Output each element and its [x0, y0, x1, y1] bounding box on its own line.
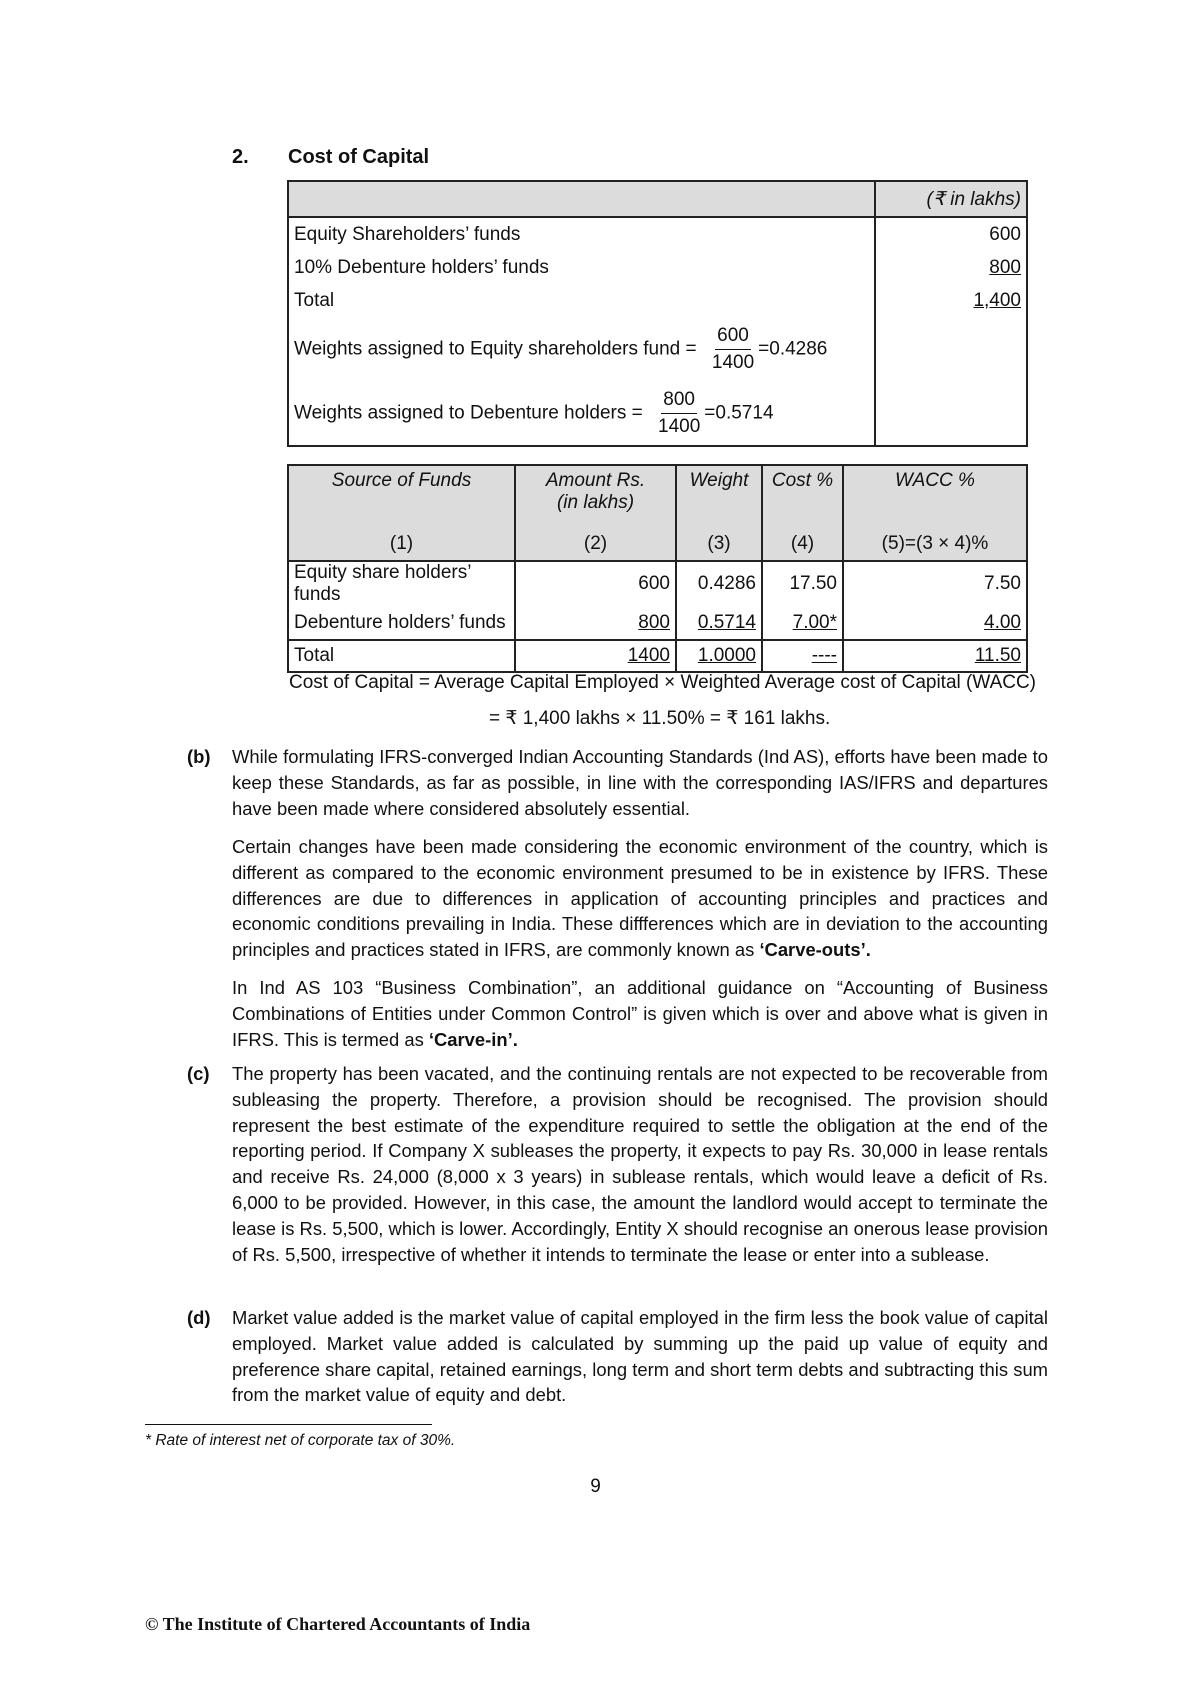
- column-number: (4): [762, 528, 843, 561]
- header-cost: Cost %: [762, 465, 843, 528]
- cost-cell: 7.00*: [792, 611, 837, 633]
- section-title: Cost of Capital: [288, 146, 430, 168]
- funds-row-label: Total: [288, 284, 875, 317]
- table-row: [288, 640, 1027, 672]
- column-number: (1): [288, 528, 515, 561]
- denominator: 1400: [711, 351, 755, 373]
- source-cell: Total: [288, 640, 515, 672]
- weight-cell: 0.5714: [697, 611, 756, 633]
- weight-label: Weights assigned to Equity shareholders fund =: [294, 338, 697, 360]
- weight-cell: 1.0000: [697, 645, 756, 666]
- para-c: The property has been vacated, and the continuing rentals are not expected to be recoverable from subleasing the property. Therefore, a provision should be recognised. The provision should represent the best estimate of the expenditure required to settle the obligation at the end of the reporting period. If Company X subleases the property, it expects to pay Rs. 30,000 in lease rentals and receive Rs. 24,000 (8,000 x 3 years) in sublease rentals, which would leave a deficit of Rs. 6,000 to be provided. However, in this case, the amount the landlord would accept to terminate the lease is Rs. 5,500, which is lower. Accordingly, Entity X should recognise an onerous lease provision of Rs. 5,500, irrespective of whether it intends to terminate the lease or enter into a sublease.: [232, 1063, 1048, 1265]
- page-number: 9: [590, 1476, 601, 1497]
- carve-in-term: ‘Carve-in’.: [428, 1028, 518, 1050]
- header-weight: Weight: [676, 465, 762, 528]
- wacc-cell: 7.50: [843, 561, 1027, 606]
- column-number: (2): [515, 528, 676, 561]
- wacc-cell: 4.00: [984, 611, 1021, 633]
- section-number: 2.: [232, 146, 249, 168]
- cost-cell: 17.50: [762, 561, 843, 606]
- amount-cell: 600: [515, 561, 676, 606]
- copyright: © The Institute of Chartered Accountants of India: [145, 1614, 531, 1634]
- denominator: 1400: [658, 415, 701, 437]
- fraction: [656, 387, 702, 440]
- numerator: 600: [715, 323, 751, 350]
- funds-row-value: 600: [989, 223, 1021, 245]
- header-amount: Amount Rs. (in lakhs): [515, 465, 676, 528]
- weight-result: =0.4286: [758, 338, 828, 360]
- column-number: (3): [676, 528, 762, 561]
- unit-header: (₹ in lakhs): [875, 181, 1027, 217]
- para-b3: In Ind AS 103 “Business Combination”, an additional guidance on “Accounting of Business Combinations of Entities under Common Control” is given which is over and above what is given in IFRS. This is termed as ‘Carve-in’.: [232, 977, 1048, 1050]
- funds-row-label: Equity Shareholders’ funds: [288, 217, 875, 251]
- item-label-d: (d): [187, 1307, 211, 1328]
- source-cell: Debenture holders’ funds: [294, 611, 506, 633]
- table-row: [288, 606, 1027, 640]
- footnote: * Rate of interest net of corporate tax of 30%.: [145, 1432, 456, 1449]
- amount-cell: 1400: [627, 645, 670, 666]
- item-label-b: (b): [187, 746, 211, 767]
- weight-debenture: [288, 381, 875, 446]
- weight-label: Weights assigned to Debenture holders =: [294, 402, 643, 424]
- para-b1: While formulating IFRS-converged Indian Accounting Standards (Ind AS), efforts have been made to keep these Standards, as far as possible, in line with the corresponding IAS/IFRS and departures have been made where considered absolutely essential.: [232, 746, 1048, 819]
- carve-outs-term: ‘Carve-outs’.: [759, 939, 871, 961]
- column-number: (5)=(3 × 4)%: [843, 528, 1027, 561]
- fraction: [710, 323, 756, 376]
- footnote-divider: [145, 1424, 432, 1425]
- section-heading: [232, 146, 429, 169]
- para-b2: Certain changes have been made considering the economic environment of the country, which is different as compared to the economic environment presumed to be in existence by IFRS. These differences are due to differences in application of accounting principles and practices and economic conditions prevailing in India. These diffferences which are in deviation to the accounting principles and practices stated in IFRS, are commonly known as ‘Carve-outs’.: [232, 836, 1048, 961]
- item-label-c: (c): [187, 1063, 210, 1084]
- funds-row-value: 800: [989, 256, 1021, 278]
- weight-result: =0.5714: [704, 402, 774, 424]
- cost-result: = ₹ 1,400 lakhs × 11.50% = ₹ 161 lakhs.: [489, 708, 831, 729]
- funds-row-label: 10% Debenture holders’ funds: [288, 251, 875, 284]
- capital-funds-table: [287, 180, 1028, 447]
- numerator: 800: [661, 387, 697, 414]
- para-d: Market value added is the market value of capital employed in the firm less the book value of capital employed. Market value added is calculated by summing up the paid up value of equity and preference share capital, retained earnings, long term and short term debts and subtracting this sum from the market value of equity and debt.: [232, 1307, 1048, 1406]
- amount-cell: 800: [638, 611, 670, 633]
- header-wacc: WACC %: [843, 465, 1027, 528]
- table-row: [288, 561, 1027, 606]
- header-source: Source of Funds: [288, 465, 515, 528]
- wacc-cell: 11.50: [974, 645, 1021, 666]
- source-cell: Equity share holders’ funds: [294, 562, 471, 605]
- weight-cell: 0.4286: [676, 561, 762, 606]
- cost-cell: ----: [811, 645, 837, 666]
- funds-row-value: 1,400: [973, 289, 1021, 311]
- cost-formula: Cost of Capital = Average Capital Employed × Weighted Average cost of Capital (WACC): [289, 672, 1037, 693]
- weight-equity: [288, 317, 875, 381]
- wacc-table: [287, 464, 1028, 673]
